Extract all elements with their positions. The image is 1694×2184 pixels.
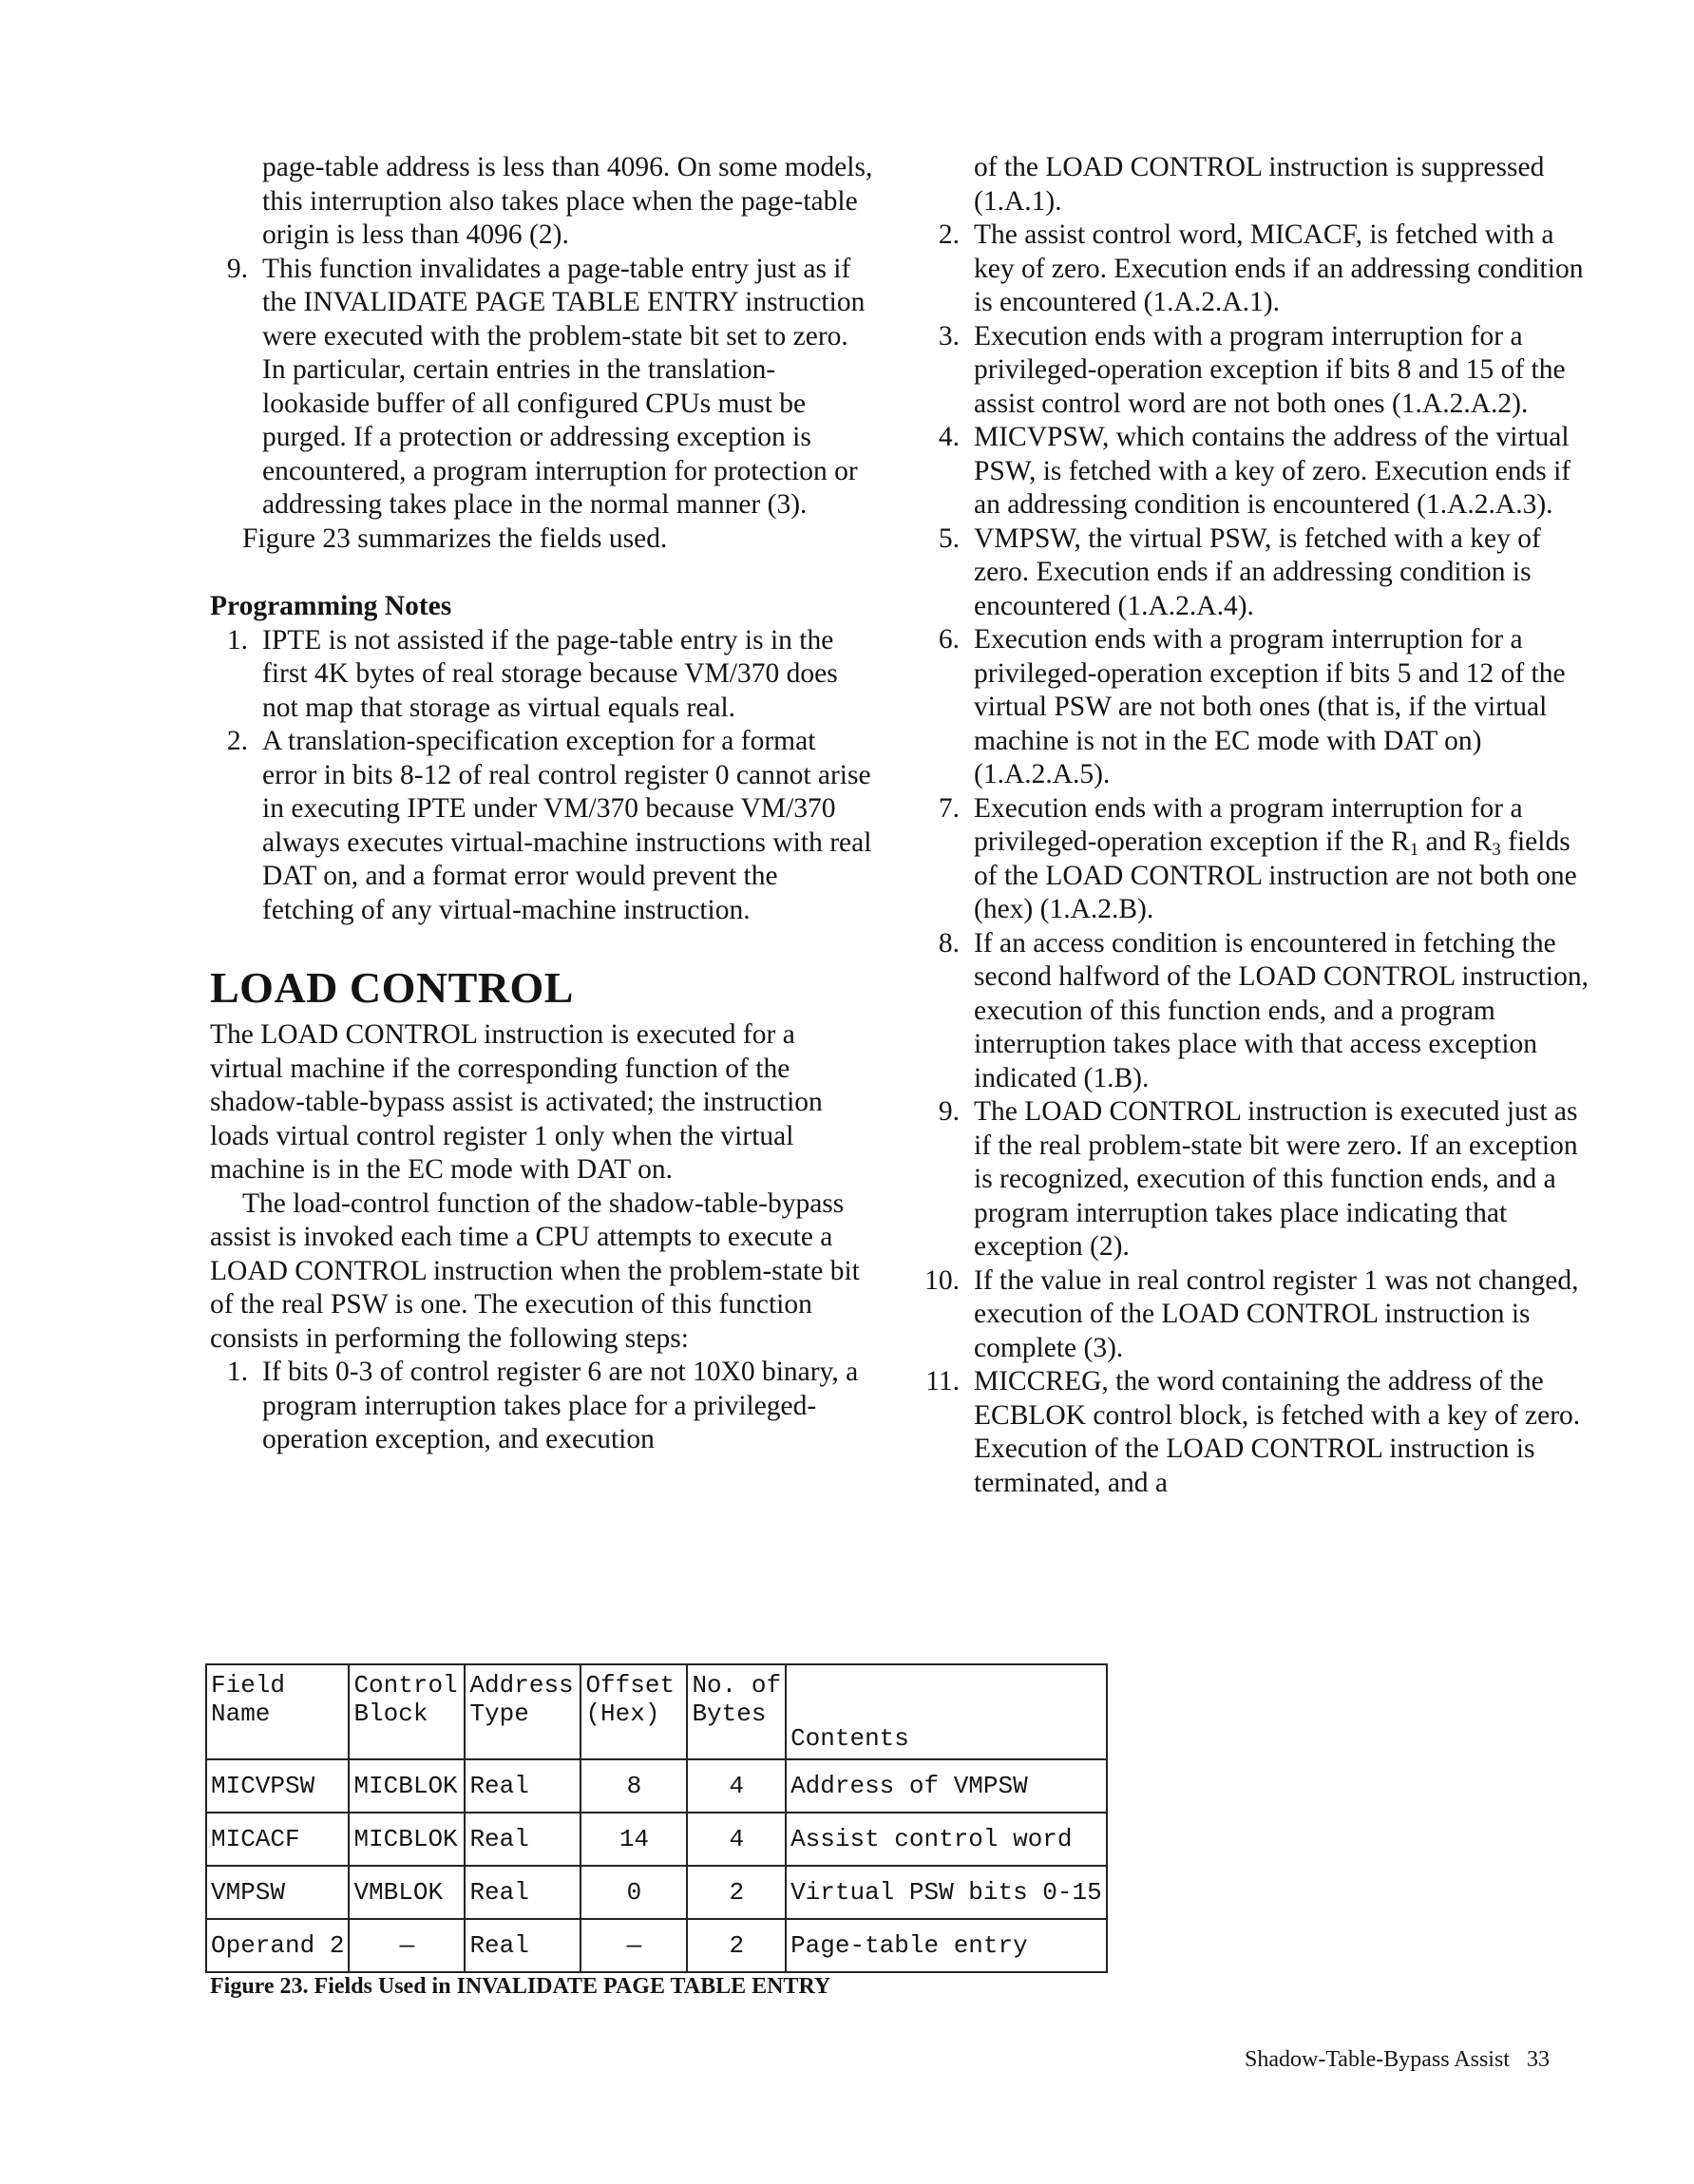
cell-contents: Assist control word xyxy=(786,1813,1107,1866)
header-line: No. of xyxy=(692,1671,782,1700)
figure-caption: Figure 23. Fields Used in INVALIDATE PAGE TABLE ENTRY xyxy=(210,1974,831,1999)
header-line: Type xyxy=(469,1700,529,1728)
cell-field: MICVPSW xyxy=(206,1759,349,1813)
note-item xyxy=(210,624,875,726)
step-text: If an access condition is encountered in fetching the second halfword of the LOAD CONTROL instruction, execution of this function ends, and a program interruption takes place with that access exception indicated (1.B). xyxy=(974,927,1589,1093)
header-offset xyxy=(581,1664,687,1759)
step-item xyxy=(922,623,1596,792)
table-row xyxy=(206,1866,1107,1919)
step-item xyxy=(922,1264,1596,1366)
cell-type: Real xyxy=(465,1813,581,1866)
body-paragraph: The LOAD CONTROL instruction is executed for a virtual machine if the corresponding function of the shadow-table-bypass assist is activated; the instruction loads virtual control register 1 only when the virtual machine is in the EC mode with DAT on. xyxy=(210,1019,823,1185)
step-text: MICCREG, the word containing the address of the ECBLOK control block, is fetched with a key of zero. Execution of the LOAD CONTROL instruction is terminated, and a xyxy=(974,1366,1581,1498)
step-text-part: Execution ends with a program interruption for a privileged-operation exception if the R xyxy=(974,792,1523,857)
step-number: 11. xyxy=(925,1366,960,1396)
step-item xyxy=(922,1095,1596,1264)
header-line: Bytes xyxy=(692,1700,767,1728)
step-item xyxy=(922,792,1596,927)
programming-notes-heading: Programming Notes xyxy=(210,591,452,621)
step1-continuation: of the LOAD CONTROL instruction is suppressed (1.A.1). xyxy=(974,152,1545,217)
cell-field: VMPSW xyxy=(206,1866,349,1919)
header-line: Offset xyxy=(585,1671,676,1700)
note-text: A translation-specification exception for a format error in bits 8-12 of real control register 0 cannot arise in executing IPTE under VM/370 because VM/370 always executes virtual-machine instructions with real DAT on, and a format error would prevent the fetching of any virtual-machine instruction. xyxy=(262,726,872,925)
header-control-block xyxy=(349,1664,465,1759)
step-text: Execution ends with a program interruption for a privileged-operation exception if bits 5 and 12 of the virtual PSW are not both ones (that is, if the virtual machine is not in the EC mode with DAT on) (1.A.2.A.5). xyxy=(974,624,1566,789)
cell-offset: 8 xyxy=(581,1759,687,1813)
step-number: 3. xyxy=(938,320,960,351)
step-text: If bits 0-3 of control register 6 are not 10X0 binary, a program interruption takes place for a privileged-operation exception, and execution xyxy=(262,1357,859,1454)
cell-contents: Address of VMPSW xyxy=(786,1759,1107,1813)
step-number: 8. xyxy=(938,927,960,959)
note-item xyxy=(210,725,875,927)
step-text: VMPSW, the virtual PSW, is fetched with a key of zero. Execution ends if an addressing condition is encountered (1.A.2.A.4). xyxy=(974,522,1541,621)
step-text: MICVPSW, which contains the address of the virtual PSW, is fetched with a key of zero. Execution ends if an addressing condition is encountered (1.A.2.A.3). xyxy=(974,422,1571,520)
r1-subscript: 1 xyxy=(1409,840,1419,860)
step-number: 7. xyxy=(938,792,960,824)
step-text-part: fields of the LOAD CONTROL instruction are not both one (hex) (1.A.2.B). xyxy=(974,826,1577,924)
cell-bytes: 2 xyxy=(687,1919,786,1972)
step-text-part: and R xyxy=(1418,826,1493,857)
header-line: Address xyxy=(469,1671,574,1700)
body-paragraph: The load-control function of the shadow-table-bypass assist is invoked each time a CPU attempts to execute a LOAD CONTROL instruction when the problem-state bit of the real PSW is one. The execution of this function consists in performing the following steps: xyxy=(210,1187,860,1354)
r3-subscript: 3 xyxy=(1492,840,1501,860)
header-address-type xyxy=(465,1664,581,1759)
cell-bytes: 4 xyxy=(687,1813,786,1866)
fields-table xyxy=(205,1663,1108,1973)
table-row xyxy=(206,1919,1107,1972)
header-line: Name xyxy=(211,1700,271,1728)
cell-offset: 0 xyxy=(581,1866,687,1919)
step-number: 9. xyxy=(226,253,248,284)
cell-bytes: 4 xyxy=(687,1759,786,1813)
header-line: (Hex) xyxy=(585,1700,660,1728)
cell-block: — xyxy=(349,1919,465,1972)
running-title: Shadow-Table-Bypass Assist xyxy=(1245,2047,1510,2072)
page-number: 33 xyxy=(1526,2047,1550,2072)
step-item xyxy=(922,522,1596,624)
step-text: If the value in real control register 1 was not changed, execution of the LOAD CONTROL instruction is complete (3). xyxy=(974,1264,1579,1363)
header-field-name xyxy=(206,1664,349,1759)
note-text: IPTE is not assisted if the page-table entry is in the first 4K bytes of real storage because VM/370 does not map that storage as virtual equals real. xyxy=(262,624,838,723)
cell-bytes: 2 xyxy=(687,1866,786,1919)
right-column xyxy=(922,151,1596,1500)
cell-type: Real xyxy=(465,1866,581,1919)
table-row xyxy=(206,1759,1107,1813)
step-item xyxy=(922,218,1596,320)
step-number: 2. xyxy=(938,219,960,250)
header-bytes xyxy=(687,1664,786,1759)
step-number: 6. xyxy=(938,624,960,655)
cell-field: Operand 2 xyxy=(206,1919,349,1972)
step8-continuation: page-table address is less than 4096. On some models, this interruption also takes place when the page-table origin is less than 4096 (2). xyxy=(262,152,873,250)
header-line: Block xyxy=(353,1700,428,1728)
cell-block: MICBLOK xyxy=(349,1813,465,1866)
cell-block: VMBLOK xyxy=(349,1866,465,1919)
step-item xyxy=(210,253,875,522)
cell-offset: 14 xyxy=(581,1813,687,1866)
step-number: 9. xyxy=(938,1096,960,1127)
step-item xyxy=(922,927,1596,1096)
step-number: 1. xyxy=(226,1357,248,1387)
section-heading: LOAD CONTROL xyxy=(210,963,574,1012)
header-contents: Contents xyxy=(786,1664,1107,1759)
step-number: 4. xyxy=(938,422,960,452)
cell-contents: Virtual PSW bits 0-15 xyxy=(786,1866,1107,1919)
step-text: Execution ends with a program interruption for a privileged-operation exception if bits 8 and 15 of the assist control word are not both ones (1.A.2.A.2). xyxy=(974,320,1566,419)
header-line: Field xyxy=(211,1671,286,1700)
step-text xyxy=(974,793,1577,925)
step-item xyxy=(922,320,1596,422)
page-footer xyxy=(1245,2047,1550,2073)
step-item xyxy=(210,1356,875,1457)
step-item xyxy=(922,421,1596,522)
cell-block: MICBLOK xyxy=(349,1759,465,1813)
step-number: 10. xyxy=(924,1264,960,1296)
note-number: 1. xyxy=(226,624,248,655)
figure-reference: Figure 23 summarizes the fields used. xyxy=(242,522,668,554)
cell-contents: Page-table entry xyxy=(786,1919,1107,1972)
cell-type: Real xyxy=(465,1759,581,1813)
header-line: Control xyxy=(353,1671,458,1700)
step-text: This function invalidates a page-table entry just as if the INVALIDATE PAGE TABLE ENTRY instruction were executed with the problem-state bit set to zero. In particular, certain entries in the translation-lookaside buffer of all configured CPUs must be purged. If a protection or addressing exception is encountered, a program interruption for protection or addressing takes place in the normal manner (3). xyxy=(262,253,866,520)
cell-field: MICACF xyxy=(206,1813,349,1866)
step-item xyxy=(922,1365,1596,1500)
cell-type: Real xyxy=(465,1919,581,1972)
table-header-row xyxy=(206,1664,1107,1759)
step-text: The assist control word, MICACF, is fetched with a key of zero. Execution ends if an addressing condition is encountered (1.A.2.A.1). xyxy=(974,219,1584,317)
cell-offset: — xyxy=(581,1919,687,1972)
left-column xyxy=(210,151,875,1457)
step-text: The LOAD CONTROL instruction is executed just as if the real problem-state bit were zero. If an exception is recognized, execution of this function ends, and a program interruption takes place indicating that exception (2). xyxy=(974,1096,1578,1262)
step-number: 5. xyxy=(938,522,960,554)
table-row xyxy=(206,1813,1107,1866)
note-number: 2. xyxy=(226,726,248,756)
